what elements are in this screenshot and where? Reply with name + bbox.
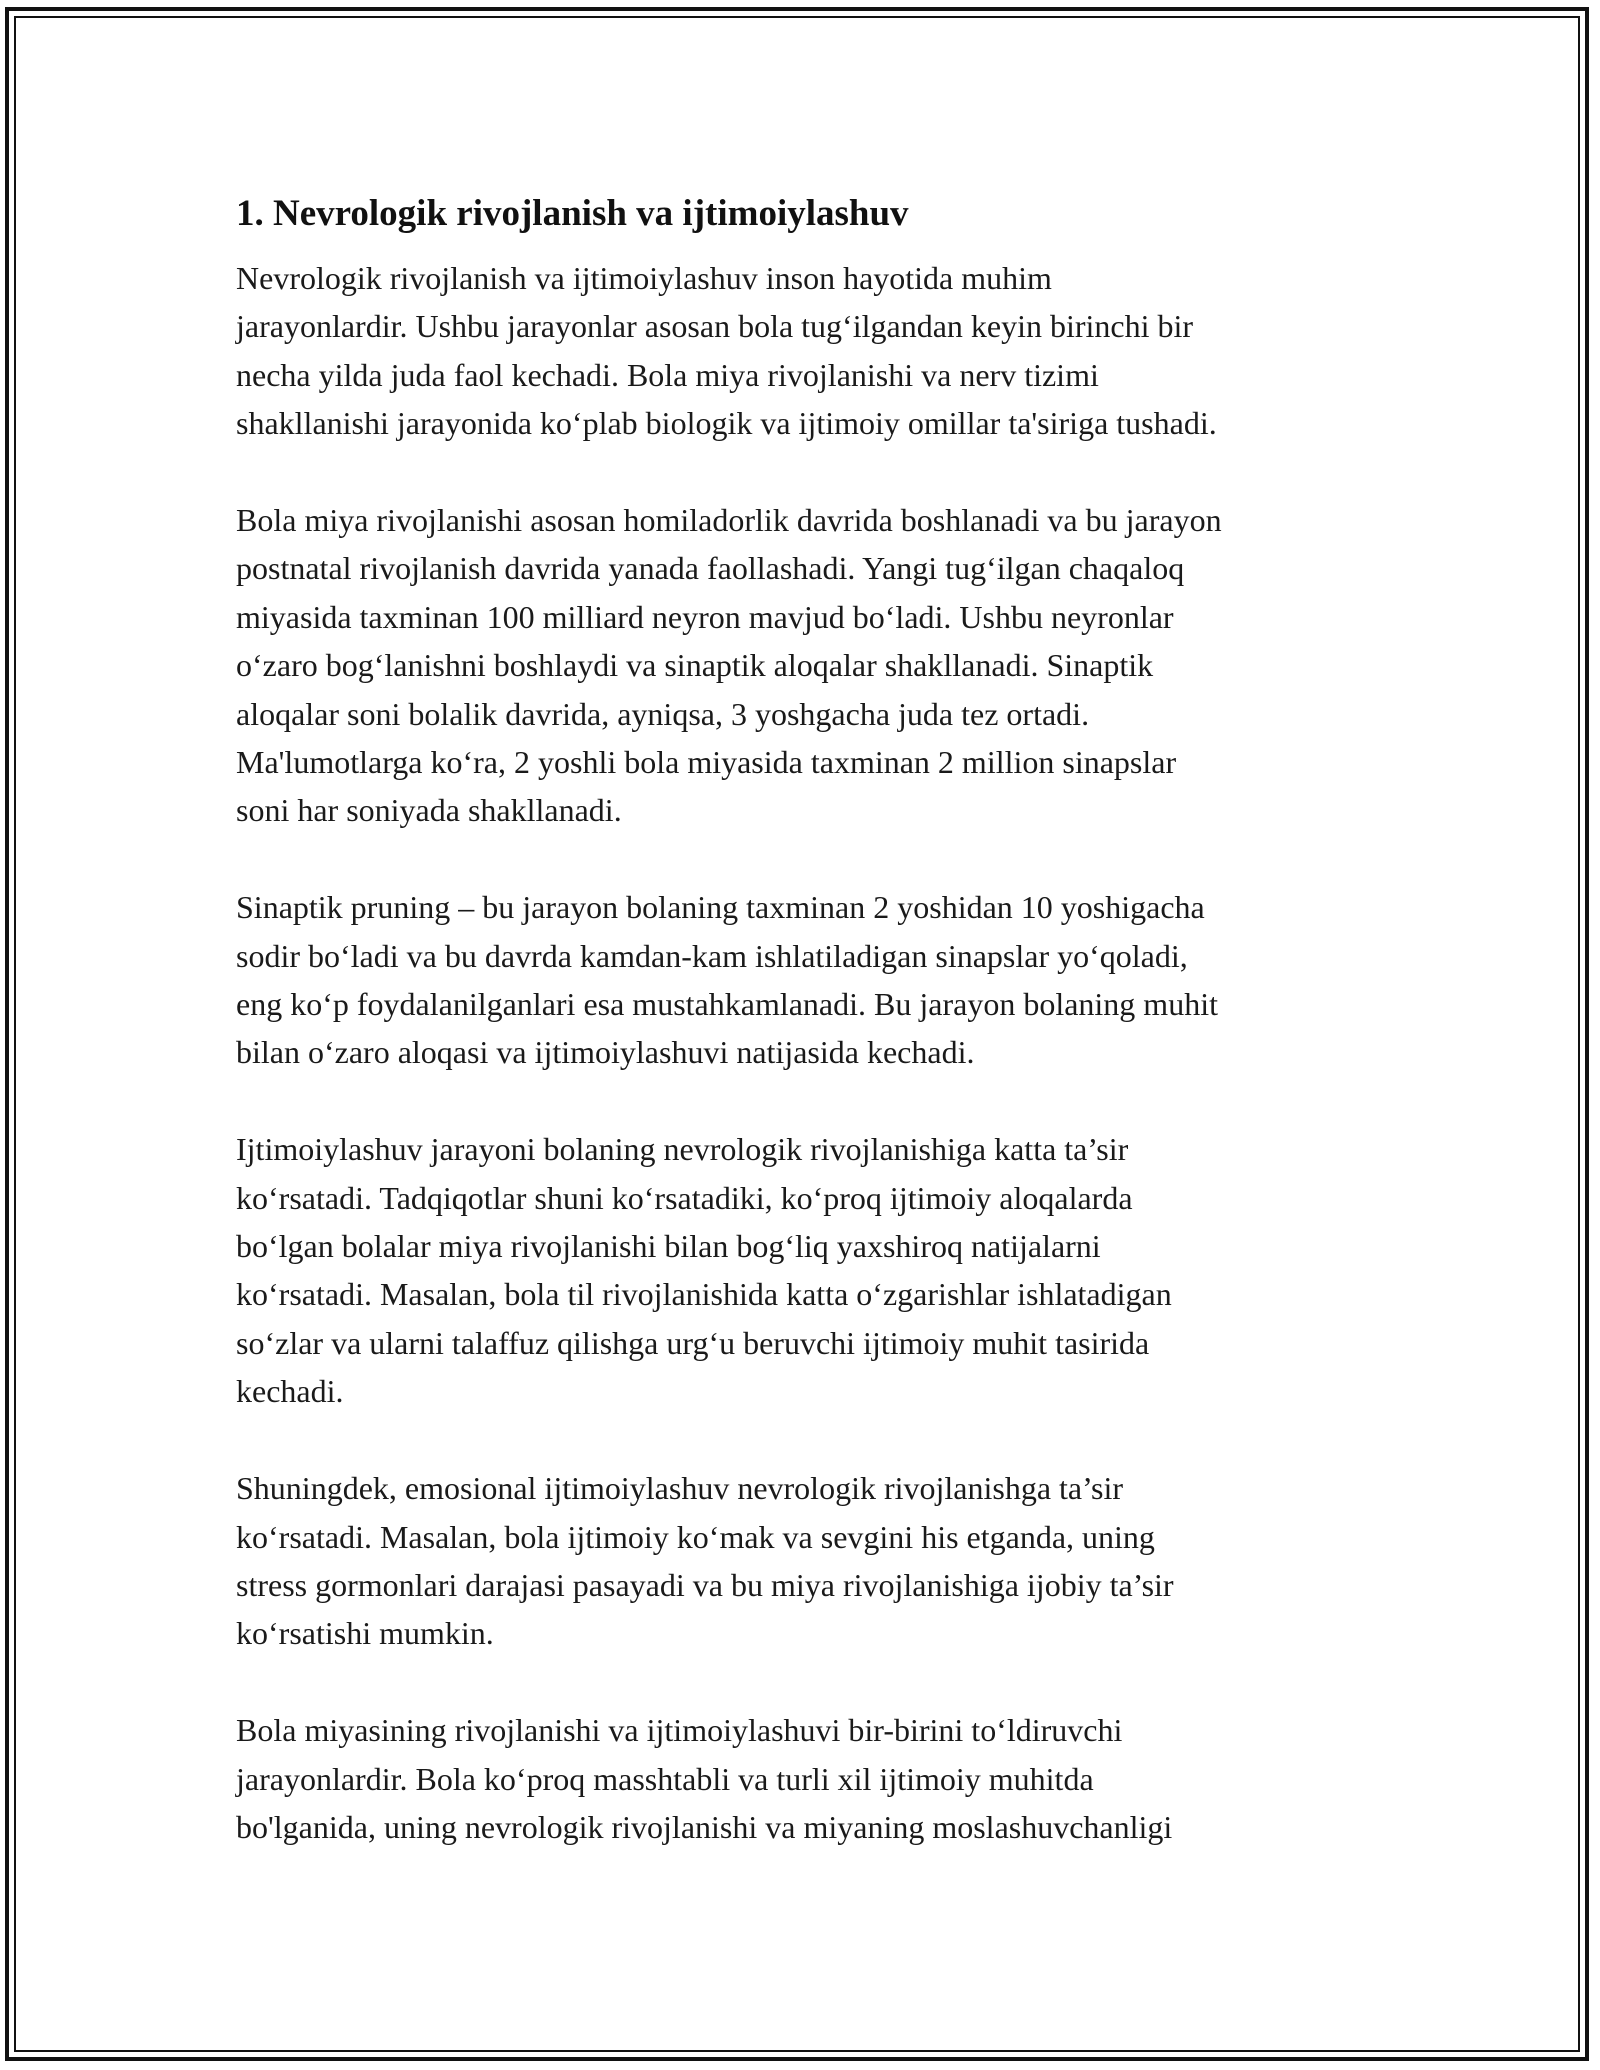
text-line: o‘zaro bog‘lanishni boshlaydi va sinaptik aloqalar shakllanadi. Sinaptik: [236, 647, 1154, 684]
text-line: stress gormonlari darajasi pasayadi va bu miya rivojlanishiga ijobiy ta’sir: [236, 1566, 1174, 1603]
section-heading: 1. Nevrologik rivojlanish va ijtimoiylashuv: [236, 193, 909, 234]
text-line: bo‘lgan bolalar miya rivojlanishi bilan bog‘liq yaxshiroq natijalarni: [236, 1228, 1101, 1265]
text-line: soni har soniyada shakllanadi.: [236, 792, 622, 829]
text-line: so‘zlar va ularni talaffuz qilishga urg‘u beruvchi ijtimoiy muhit tasirida: [236, 1324, 1150, 1361]
text-line: ko‘rsatadi. Masalan, bola til rivojlanishida katta o‘zgarishlar ishlatadigan: [236, 1276, 1172, 1313]
paragraph: [236, 1125, 1386, 1415]
paragraph: [236, 496, 1386, 835]
text-line: shakllanishi jarayonida ko‘plab biologik va ijtimoiy omillar ta'siriga tushadi.: [236, 405, 1217, 442]
paragraph: [236, 1464, 1386, 1658]
text-line: jarayonlardir. Bola ko‘proq masshtabli va turli xil ijtimoiy muhitda: [236, 1760, 1094, 1797]
text-line: ko‘rsatishi mumkin.: [236, 1615, 494, 1652]
text-line: Bola miya rivojlanishi asosan homiladorlik davrida boshlanadi va bu jarayon: [236, 502, 1222, 539]
text-line: sodir bo‘ladi va bu davrda kamdan-kam ishlatiladigan sinapslar yo‘qoladi,: [236, 937, 1188, 974]
text-line: Sinaptik pruning – bu jarayon bolaning taxminan 2 yoshidan 10 yoshigacha: [236, 889, 1205, 926]
document-body: [236, 186, 1386, 1900]
text-line: ko‘rsatadi. Masalan, bola ijtimoiy ko‘mak va sevgini his etganda, uning: [236, 1518, 1155, 1555]
text-line: kechadi.: [236, 1373, 344, 1410]
text-line: bilan o‘zaro aloqasi va ijtimoiylashuvi natijasida kechadi.: [236, 1034, 975, 1071]
text-line: eng ko‘p foydalanilganlari esa mustahkamlanadi. Bu jarayon bolaning muhit: [236, 986, 1218, 1023]
text-line: Shuningdek, emosional ijtimoiylashuv nevrologik rivojlanishga ta’sir: [236, 1470, 1124, 1507]
text-line: Ma'lumotlarga ko‘ra, 2 yoshli bola miyasida taxminan 2 million sinapslar: [236, 744, 1177, 781]
paragraph: [236, 254, 1386, 448]
text-line: ko‘rsatadi. Tadqiqotlar shuni ko‘rsatadiki, ko‘proq ijtimoiy aloqalarda: [236, 1179, 1133, 1216]
text-line: aloqalar soni bolalik davrida, ayniqsa, 3 yoshgacha juda tez ortadi.: [236, 695, 1090, 732]
text-line: bo'lganida, uning nevrologik rivojlanishi va miyaning moslashuvchanligi: [236, 1808, 1173, 1845]
text-line: necha yilda juda faol kechadi. Bola miya rivojlanishi va nerv tizimi: [236, 356, 1099, 393]
text-line: Nevrologik rivojlanish va ijtimoiylashuv inson hayotida muhim: [236, 260, 1052, 296]
text-line: Bola miyasining rivojlanishi va ijtimoiylashuvi bir-birini to‘ldiruvchi: [236, 1712, 1123, 1749]
paragraph: [236, 1706, 1386, 1851]
paragraph: [236, 883, 1386, 1077]
text-line: miyasida taxminan 100 milliard neyron mavjud bo‘ladi. Ushbu neyronlar: [236, 598, 1174, 635]
text-line: Ijtimoiylashuv jarayoni bolaning nevrologik rivojlanishiga katta ta’sir: [236, 1131, 1129, 1168]
text-line: jarayonlardir. Ushbu jarayonlar asosan bola tug‘ilgandan keyin birinchi bir: [236, 308, 1194, 345]
text-line: postnatal rivojlanish davrida yanada faollashadi. Yangi tug‘ilgan chaqaloq: [236, 550, 1185, 587]
